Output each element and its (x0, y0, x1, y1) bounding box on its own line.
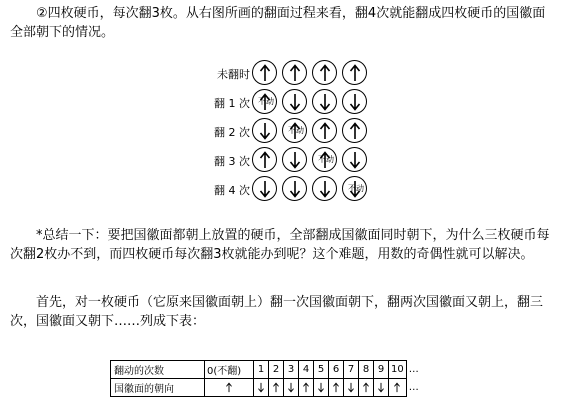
coin-row (196, 176, 386, 204)
table-row-directions (111, 379, 422, 397)
arrow-down-icon (254, 379, 269, 397)
table-cell-count: 7 (344, 361, 359, 379)
coin-down-icon (312, 176, 337, 201)
coin-row (196, 89, 386, 117)
arrow-down-icon (344, 379, 359, 397)
coin-row-label: 翻 3 次 (214, 155, 250, 168)
coin-row-label: 翻 4 次 (214, 184, 250, 197)
arrow-up-icon (299, 379, 314, 397)
arrow-up-icon (269, 379, 284, 397)
coin-row (196, 147, 386, 175)
table-row-label: 国徽面的朝向 (111, 379, 205, 397)
table-cell-count: 6 (329, 361, 344, 379)
coin-up-icon (252, 147, 277, 172)
coin-row-label: 翻 2 次 (214, 126, 250, 139)
coin-down-icon (282, 176, 307, 201)
table-ellipsis: … (408, 364, 419, 375)
flip-table (110, 360, 422, 397)
coin-up-icon (342, 118, 367, 143)
still-label: 不动 (258, 97, 274, 106)
coin-down-icon (342, 176, 367, 201)
arrow-up-icon (359, 379, 374, 397)
arrow-up-icon (329, 379, 344, 397)
table-cell-count: 2 (269, 361, 284, 379)
coin-up-icon (342, 60, 367, 85)
coin-up-icon (282, 60, 307, 85)
coin-down-icon (342, 89, 367, 114)
arrow-up-icon (389, 379, 407, 397)
coin-down-icon (282, 147, 307, 172)
coin-up-icon (252, 60, 277, 85)
coin-flip-diagram (196, 60, 396, 210)
table-cell-count: 3 (284, 361, 299, 379)
arrow-up-icon (205, 379, 254, 397)
table-row-counts (111, 361, 422, 379)
coin-down-icon (282, 89, 307, 114)
coin-down-icon (252, 118, 277, 143)
table-cell-count: 4 (299, 361, 314, 379)
paragraph-summary: *总结一下：要把国徽面都朝上放置的硬币，全部翻成国徽面同时朝下，为什么三枚硬币每次翻2枚办不到，而四枚硬币每次翻3枚就能办到呢？这个难题，用数的奇偶性就可以解决。 (10, 228, 550, 262)
coin-row (196, 60, 386, 88)
still-label: 不动 (348, 184, 364, 193)
coin-up-icon (312, 147, 337, 172)
table-cell-count: 5 (314, 361, 329, 379)
still-label: 不动 (318, 155, 334, 164)
table-cell-count: 1 (254, 361, 269, 379)
table-ellipsis: … (408, 382, 419, 393)
paragraph-intro: ②四枚硬币，每次翻3枚。从右图所画的翻面过程来看，翻4次就能翻成四枚硬币的国徽面全部朝下的情况。 (10, 6, 546, 40)
coin-row-label: 未翻时 (217, 68, 250, 81)
coin-down-icon (252, 176, 277, 201)
coin-row (196, 118, 386, 146)
table-cell-count: 10 (389, 361, 407, 379)
coin-down-icon (342, 147, 367, 172)
coin-up-icon (282, 118, 307, 143)
paragraph-table-intro: 首先，对一枚硬币（它原来国徽面朝上）翻一次国徽面朝下，翻两次国徽面又朝上，翻三次，国徽面又朝下……列成下表： (10, 295, 544, 329)
arrow-down-icon (314, 379, 329, 397)
coin-down-icon (312, 89, 337, 114)
table-cell-count: 8 (359, 361, 374, 379)
still-label: 不动 (288, 126, 304, 135)
arrow-down-icon (374, 379, 389, 397)
coin-up-icon (312, 118, 337, 143)
table-cell-count: 9 (374, 361, 389, 379)
table-row-label: 翻动的次数 (111, 361, 205, 379)
arrow-down-icon (284, 379, 299, 397)
coin-up-icon (312, 60, 337, 85)
coin-up-icon (252, 89, 277, 114)
table-cell-count: 0(不翻) (205, 361, 254, 379)
coin-row-label: 翻 1 次 (214, 97, 250, 110)
